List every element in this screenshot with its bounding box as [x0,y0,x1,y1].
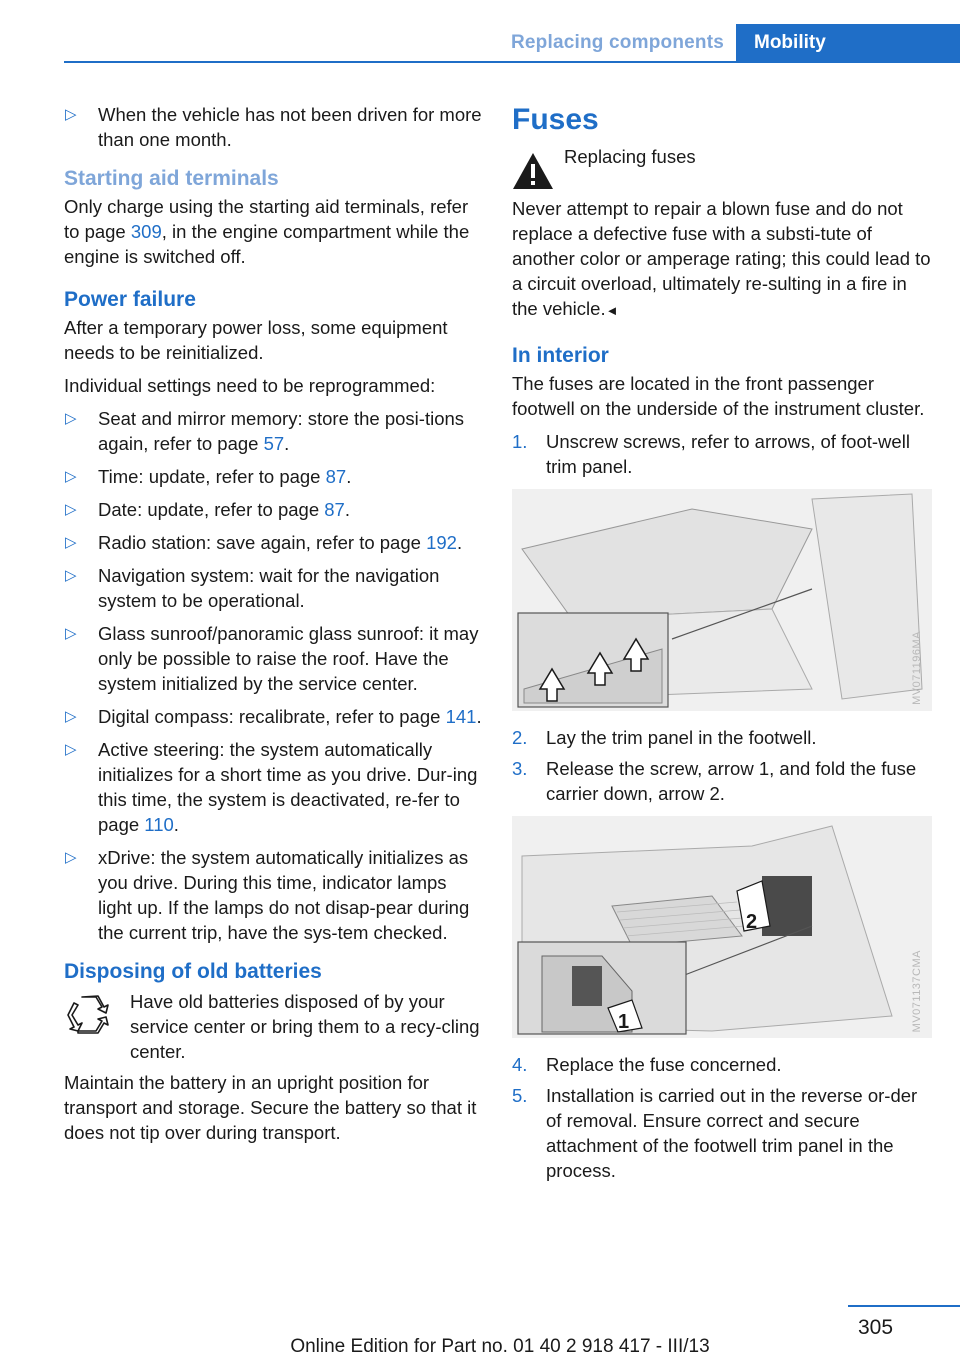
figure-label-2: 2 [746,911,758,933]
power-failure-heading: Power failure [64,288,196,311]
text-part: Never attempt to repair a blown fuse and do not replace a defective fuse with a substi‐tute of another color or amperage rating; this could lead to a circuit overload, ultimately re‐sulting in a fire in the vehicle. [512,198,931,319]
list-item [64,845,482,945]
page-link[interactable]: 87 [324,499,345,520]
triangle-bullet-icon: ▷ [65,501,77,518]
text-part: . [476,706,482,727]
list-item-text: Seat and mirror memory: store the posi‐tions again, refer to page [98,408,465,454]
list-item [64,737,482,837]
list-item-text: Navigation system: wait for the navigation system to be operational. [98,565,440,611]
list-item-text: Date: update, refer to page [98,499,325,520]
text-part: . [344,499,350,520]
recycle-text: Have old batteries disposed of by your service center or bring them to a recy‐cling center. [130,991,480,1062]
list-item-text: Glass sunroof/panoramic glass sunroof: it may only be possible to raise the roof. Have the system initialized by the service center. [98,623,479,694]
text-part: . [346,466,352,487]
list-item [64,704,482,729]
triangle-bullet-icon: ▷ [65,468,77,485]
list-item [64,497,482,522]
step-text: Replace the fuse concerned. [546,1054,782,1075]
step-text: Release the screw, arrow 1, and fold the fuse carrier down, arrow 2. [546,758,917,804]
page-link[interactable]: 57 [263,433,285,454]
list-item-text: Active steering: the system automatically initializes for a short time as you drive. Dur‐ing this time, the system is deactivated, re‐fer to page [98,739,478,835]
triangle-bullet-icon: ▷ [65,708,77,725]
starting-aid-heading: Starting aid terminals [64,167,279,190]
figure-code: MV071137CMA [911,949,923,1032]
step-number: 4. [512,1054,528,1075]
text-part: Only charge using the starting aid terminals, refer to page [64,196,469,242]
page-link[interactable]: 110 [144,814,174,835]
triangle-bullet-icon: ▷ [65,410,77,427]
left-column [64,102,482,1153]
text-part: , in the engine compartment while the engine is switched off. [64,221,470,267]
step-number: 3. [512,758,528,779]
footer-edition [0,1336,960,1358]
disposing-heading: Disposing of old batteries [64,960,322,983]
header-chapter-tab[interactable]: Mobility [736,24,960,62]
list-item [512,1052,932,1077]
list-item-text: When the vehicle has not been driven for more than one month. [98,104,482,150]
figure-footwell-trim [512,489,932,711]
page-link[interactable]: 192 [426,532,457,553]
step-number: 5. [512,1085,528,1106]
triangle-bullet-icon: ▷ [65,741,77,758]
text-part: . [173,814,179,835]
list-item [64,406,482,456]
list-item [512,725,932,750]
header-rule [64,61,960,63]
list-item [64,621,482,696]
steps-list-b [512,725,932,806]
list-item [512,429,932,479]
figure-code: MV071196MA [911,631,923,705]
steps-list-c [512,1052,932,1183]
figure-fuse-carrier [512,816,932,1038]
footwell-trim-illustration [512,489,932,711]
step-number: 2. [512,727,528,748]
edition-text: Online Edition for Part no. 01 40 2 918 417 - III/13 [290,1336,710,1357]
list-item [512,756,932,806]
header-section-title: Replacing components [510,32,724,53]
footer-rule [848,1305,960,1307]
list-item-text: Time: update, refer to page [98,466,326,487]
fuses-title: Fuses [512,103,599,136]
page-link[interactable]: 141 [445,706,477,727]
warning-triangle-icon [512,152,554,190]
text-part: . [456,532,463,553]
triangle-bullet-icon: ▷ [65,534,77,551]
step-text: Unscrew screws, refer to arrows, of foot‐well trim panel. [546,431,910,477]
list-item [64,530,482,555]
steps-list-a [512,429,932,479]
reprogram-list [64,406,482,945]
triangle-bullet-icon: ▷ [65,625,77,642]
figure-label-1: 1 [618,1011,630,1033]
right-column [512,102,932,1191]
list-item [64,102,482,152]
recycle-note [64,989,482,1064]
step-text: Installation is carried out in the reverse or‐der of removal. Ensure correct and secure attachment of the footwell trim panel in the process. [546,1085,918,1181]
page-number: 305 [858,1316,894,1339]
list-item [64,563,482,613]
triangle-bullet-icon: ▷ [65,849,77,866]
disposing-paragraph: Maintain the battery in an upright position for transport and storage. Secure the battery so that it does not tip over during transport. [64,1072,477,1143]
page-header [0,0,960,62]
text-part: . [284,433,290,454]
list-item-text: xDrive: the system automatically initializes as you drive. During this time, indicator lamps light up. If the lamps do not disap‐pear during the current trip, have the sys‐tem checked. [98,847,470,943]
power-failure-paragraph-1: After a temporary power loss, some equipment needs to be reinitialized. [64,317,448,363]
warning-title: Replacing fuses [564,146,696,167]
triangle-bullet-icon: ▷ [65,567,77,584]
page-link[interactable]: 309 [130,221,162,242]
power-failure-paragraph-2: Individual settings need to be reprogrammed: [64,375,436,396]
list-item-text: Radio station: save again, refer to page [98,532,427,553]
warning-note [512,144,932,204]
step-number: 1. [512,431,528,452]
end-mark: ◄ [605,303,619,318]
triangle-bullet-icon: ▷ [65,106,77,123]
list-item-text: Digital compass: recalibrate, refer to page [98,706,446,727]
list-item [64,464,482,489]
interior-paragraph: The fuses are located in the front passenger footwell on the underside of the instrument cluster. [512,373,925,419]
warning-text [512,196,932,323]
starting-aid-paragraph [64,194,482,269]
intro-list [64,102,482,152]
step-text: Lay the trim panel in the footwell. [546,727,817,748]
list-item [512,1083,932,1183]
fuse-carrier-illustration [512,816,932,1038]
interior-heading: In interior [512,344,609,367]
page-link[interactable]: 87 [325,466,347,487]
recycle-icon [66,991,112,1037]
